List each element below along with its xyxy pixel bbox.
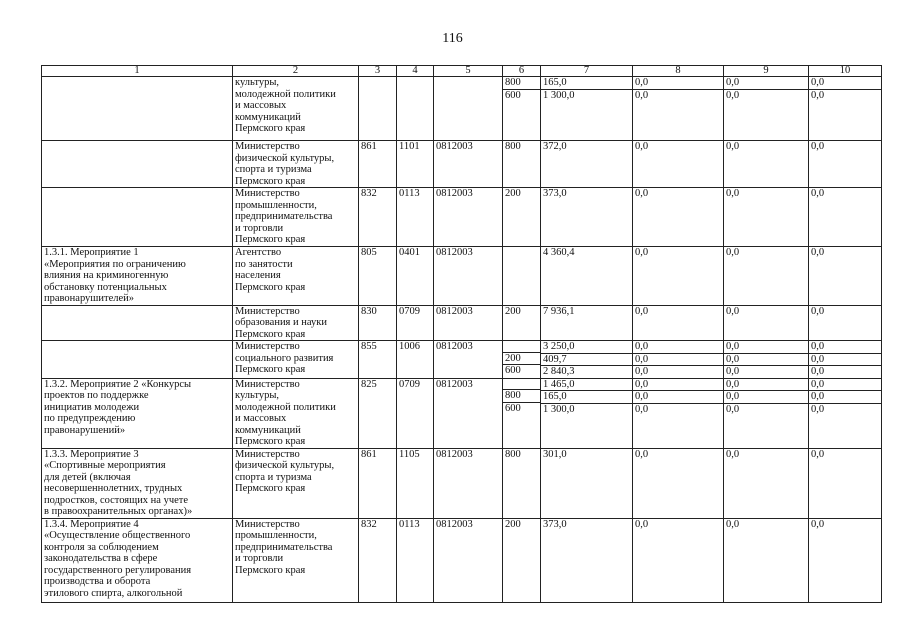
grbs-code-cell: 832 [359, 518, 397, 602]
target-article-cell: 0812003 [434, 448, 503, 518]
executor-cell [233, 305, 359, 341]
table-row [42, 305, 882, 341]
cell-line: Агентство [235, 247, 282, 258]
expense-type-cell [503, 448, 541, 518]
cell-line: 600 [503, 89, 540, 102]
section-code-cell: 0709 [397, 378, 434, 448]
activity-cell [42, 305, 233, 341]
cell-line: 0,0 [635, 77, 649, 88]
cell-line [503, 379, 540, 390]
cell-line: 0,0 [809, 365, 881, 378]
amount-col7-cell [541, 305, 633, 341]
cell-line: влияния на криминогенную [44, 270, 169, 281]
column-header-7: 7 [541, 66, 633, 77]
amount-col9-cell [724, 448, 809, 518]
cell-line: 1.3.1. Мероприятие 1 [44, 247, 139, 258]
cell-line: 0,0 [724, 390, 808, 403]
cell-line: коммуникаций [235, 111, 301, 123]
cell-line: Министерство [235, 448, 300, 460]
amount-col9-cell [724, 305, 809, 341]
cell-line: 0,0 [811, 378, 825, 390]
cell-line: 1.3.4. Мероприятие 4 [44, 518, 139, 530]
cell-line: 0,0 [809, 353, 881, 366]
cell-line: 1.3.3. Мероприятие 3 [44, 448, 139, 460]
cell-line: 0,0 [726, 141, 740, 152]
amount-col10-cell [809, 341, 882, 379]
expense-type-cell [503, 188, 541, 247]
cell-line: законодательства в сфере [44, 553, 158, 564]
target-article-cell: 0812003 [434, 378, 503, 448]
activity-cell [42, 448, 233, 518]
cell-line [503, 341, 540, 352]
cell-line: 0,0 [635, 141, 649, 152]
cell-line: государственного регулирования [44, 564, 192, 576]
activity-cell [42, 77, 233, 141]
amount-col7-cell [541, 518, 633, 602]
activity-cell [42, 141, 233, 188]
cell-line: 0,0 [724, 403, 808, 416]
cell-line: 0,0 [811, 77, 825, 88]
cell-line: 0,0 [726, 305, 740, 317]
table-row [42, 77, 882, 141]
amount-col8-cell [633, 341, 724, 379]
executor-cell [233, 141, 359, 188]
cell-line: этилового спирта, алкогольной [44, 587, 183, 599]
cell-line: населения [235, 270, 281, 281]
cell-line: 0,0 [811, 518, 825, 530]
page-number: 116 [442, 31, 463, 46]
expense-type-cell [503, 77, 541, 141]
cell-line [503, 247, 540, 258]
cell-line: 0,0 [726, 448, 740, 460]
grbs-code-cell: 855 [359, 341, 397, 379]
cell-line: Пермского края [235, 175, 306, 187]
cell-line: 0,0 [811, 341, 825, 352]
cell-line: 800 [505, 448, 521, 460]
cell-line: 0,0 [726, 518, 740, 530]
column-header-3: 3 [359, 66, 397, 77]
table-row [42, 188, 882, 247]
section-code-cell: 1105 [397, 448, 434, 518]
amount-col10-cell [809, 518, 882, 602]
cell-line: 200 [503, 352, 540, 365]
cell-line: 3 250,0 [543, 341, 575, 352]
cell-line: 2 840,3 [541, 365, 632, 378]
cell-line: Министерство [235, 518, 300, 530]
cell-line: коммуникаций [235, 424, 301, 436]
cell-line: и торговли [235, 553, 284, 564]
cell-line: 800 [505, 141, 521, 152]
cell-line: предпринимательства [235, 541, 333, 553]
cell-line: промышленности, [235, 199, 317, 211]
amount-col9-cell [724, 341, 809, 379]
cell-line: культуры, [235, 77, 279, 88]
cell-line: культуры, [235, 390, 279, 401]
amount-col9-cell [724, 378, 809, 448]
table-row [42, 518, 882, 602]
table-row [42, 141, 882, 188]
grbs-code-cell: 832 [359, 188, 397, 247]
cell-line: 0,0 [635, 305, 649, 317]
section-code-cell: 0113 [397, 188, 434, 247]
cell-line: 0,0 [633, 403, 723, 416]
grbs-code-cell: 861 [359, 448, 397, 518]
cell-line: 1 465,0 [543, 378, 575, 390]
cell-line: промышленности, [235, 530, 317, 541]
cell-line: 600 [503, 402, 540, 415]
activity-cell [42, 518, 233, 602]
amount-col9-cell [724, 188, 809, 247]
section-code-cell [397, 77, 434, 141]
cell-line: 1.3.2. Мероприятие 2 «Конкурсы [44, 378, 192, 390]
column-header-1: 1 [42, 66, 233, 77]
cell-line: 0,0 [635, 341, 649, 352]
cell-line: 800 [505, 77, 521, 88]
cell-line: 0,0 [635, 378, 649, 390]
cell-line: Пермского края [235, 281, 306, 293]
cell-line: 0,0 [811, 247, 825, 258]
grbs-code-cell: 830 [359, 305, 397, 341]
cell-line: 0,0 [726, 77, 740, 88]
amount-col7-cell [541, 448, 633, 518]
cell-line: «Спортивные мероприятия [44, 460, 166, 471]
cell-line: Министерство [235, 188, 300, 199]
cell-line: 0,0 [635, 448, 649, 460]
amount-col8-cell [633, 448, 724, 518]
section-code-cell: 0709 [397, 305, 434, 341]
cell-line: 0,0 [724, 89, 808, 102]
target-article-cell: 0812003 [434, 247, 503, 306]
target-article-cell: 0812003 [434, 188, 503, 247]
amount-col10-cell [809, 141, 882, 188]
cell-line: 0,0 [726, 378, 740, 390]
cell-line: 0,0 [724, 353, 808, 366]
cell-line: Пермского края [235, 483, 306, 494]
cell-line: спорта и туризма [235, 164, 312, 175]
cell-line: 409,7 [541, 353, 632, 366]
cell-line: 0,0 [726, 341, 740, 352]
cell-line: спорта и туризма [235, 471, 312, 483]
cell-line: 800 [503, 389, 540, 402]
column-header-4: 4 [397, 66, 434, 77]
cell-line: физической культуры, [235, 460, 335, 471]
amount-col9-cell [724, 247, 809, 306]
cell-line: Пермского края [235, 564, 306, 576]
grbs-code-cell: 805 [359, 247, 397, 306]
cell-line: контроля за соблюдением [44, 541, 159, 553]
cell-line: 372,0 [543, 141, 567, 152]
amount-col10-cell [809, 305, 882, 341]
cell-line: и массовых [235, 413, 287, 424]
cell-line: для детей (включая [44, 471, 131, 483]
cell-line: 0,0 [633, 365, 723, 378]
executor-cell [233, 378, 359, 448]
cell-line: 0,0 [726, 188, 740, 199]
amount-col8-cell [633, 141, 724, 188]
table-body [42, 66, 882, 603]
amount-col8-cell [633, 305, 724, 341]
cell-line: несовершеннолетних, трудных [44, 483, 183, 494]
executor-cell [233, 448, 359, 518]
executor-cell [233, 518, 359, 602]
amount-col9-cell [724, 518, 809, 602]
cell-line: 1 300,0 [541, 89, 632, 102]
table-row [42, 341, 882, 379]
executor-cell [233, 77, 359, 141]
amount-col8-cell [633, 518, 724, 602]
cell-line: 0,0 [635, 247, 649, 258]
cell-line: подростков, состоящих на учете [44, 494, 189, 506]
cell-line: Министерство [235, 341, 300, 352]
column-header-9: 9 [724, 66, 809, 77]
cell-line: 0,0 [811, 305, 825, 317]
amount-col8-cell [633, 77, 724, 141]
cell-line: 373,0 [543, 518, 567, 530]
amount-col10-cell [809, 77, 882, 141]
cell-line: производства и оборота [44, 576, 151, 587]
target-article-cell: 0812003 [434, 305, 503, 341]
cell-line: и торговли [235, 222, 284, 234]
cell-line: Министерство [235, 141, 300, 152]
cell-line: 0,0 [633, 89, 723, 102]
expense-type-cell [503, 305, 541, 341]
cell-line: 7 936,1 [543, 305, 575, 317]
cell-line: 0,0 [811, 141, 825, 152]
executor-cell [233, 247, 359, 306]
cell-line: правонарушителей» [44, 293, 135, 304]
cell-line: образования и науки [235, 317, 327, 328]
cell-line: 4 360,4 [543, 247, 575, 258]
amount-col7-cell [541, 141, 633, 188]
cell-line: молодежной политики [235, 88, 336, 100]
target-article-cell: 0812003 [434, 341, 503, 379]
expense-type-cell [503, 518, 541, 602]
cell-line: правонарушений» [44, 424, 126, 436]
amount-col10-cell [809, 448, 882, 518]
section-code-cell: 1006 [397, 341, 434, 379]
grbs-code-cell [359, 77, 397, 141]
cell-line: 1 300,0 [541, 403, 632, 416]
cell-line: и массовых [235, 100, 287, 111]
target-article-cell: 0812003 [434, 518, 503, 602]
cell-line: по предупреждению [44, 413, 136, 424]
cell-line: Пермского края [235, 364, 306, 375]
activity-cell [42, 247, 233, 306]
cell-line: 200 [505, 305, 521, 317]
amount-col7-cell [541, 247, 633, 306]
target-article-cell: 0812003 [434, 141, 503, 188]
amount-col7-cell [541, 341, 633, 379]
activity-cell [42, 188, 233, 247]
cell-line: 600 [503, 364, 540, 377]
amount-col9-cell [724, 141, 809, 188]
cell-line: 0,0 [724, 365, 808, 378]
cell-line: Пермского края [235, 234, 306, 245]
section-code-cell: 1101 [397, 141, 434, 188]
amount-col10-cell [809, 188, 882, 247]
cell-line: 200 [505, 518, 521, 530]
cell-line: физической культуры, [235, 152, 335, 164]
amount-col9-cell [724, 77, 809, 141]
column-header-6: 6 [503, 66, 541, 77]
cell-line: 0,0 [633, 353, 723, 366]
executor-cell [233, 188, 359, 247]
cell-line: молодежной политики [235, 401, 336, 413]
cell-line: по занятости [235, 258, 293, 270]
amount-col10-cell [809, 378, 882, 448]
cell-line: «Осуществление общественного [44, 530, 191, 541]
cell-line: Министерство [235, 378, 300, 390]
cell-line: 200 [505, 188, 521, 199]
cell-line: 373,0 [543, 188, 567, 199]
amount-col10-cell [809, 247, 882, 306]
cell-line: в правоохранительных органах)» [44, 506, 193, 517]
column-header-8: 8 [633, 66, 724, 77]
activity-cell [42, 378, 233, 448]
amount-col8-cell [633, 378, 724, 448]
cell-line: проектов по поддержке [44, 390, 149, 401]
cell-line: «Мероприятия по ограничению [44, 258, 186, 270]
cell-line: Пермского края [235, 123, 306, 134]
grbs-code-cell: 861 [359, 141, 397, 188]
amount-col8-cell [633, 247, 724, 306]
cell-line: 0,0 [635, 188, 649, 199]
cell-line: 301,0 [543, 448, 567, 460]
table-row [42, 448, 882, 518]
table-row [42, 247, 882, 306]
cell-line: предпринимательства [235, 211, 333, 222]
amount-col8-cell [633, 188, 724, 247]
column-header-2: 2 [233, 66, 359, 77]
cell-line: инициатив молодежи [44, 401, 140, 413]
section-code-cell: 0401 [397, 247, 434, 306]
cell-line: 0,0 [635, 518, 649, 530]
cell-line: социального развития [235, 352, 334, 364]
cell-line: Министерство [235, 305, 300, 317]
expense-type-cell [503, 141, 541, 188]
expense-type-cell [503, 247, 541, 306]
grbs-code-cell: 825 [359, 378, 397, 448]
cell-line: Пермского края [235, 436, 306, 447]
amount-col7-cell [541, 77, 633, 141]
cell-line: обстановку потенциальных [44, 281, 167, 293]
cell-line: 0,0 [809, 403, 881, 416]
cell-line: 0,0 [811, 188, 825, 199]
budget-table [41, 65, 882, 603]
target-article-cell [434, 77, 503, 141]
column-header-5: 5 [434, 66, 503, 77]
section-code-cell: 0113 [397, 518, 434, 602]
table-header-row [42, 66, 882, 77]
cell-line: 165,0 [541, 390, 632, 403]
amount-col7-cell [541, 188, 633, 247]
cell-line: Пермского края [235, 328, 306, 340]
amount-col7-cell [541, 378, 633, 448]
expense-type-cell [503, 378, 541, 448]
cell-line: 0,0 [811, 448, 825, 460]
activity-cell [42, 341, 233, 379]
expense-type-cell [503, 341, 541, 379]
table-row [42, 378, 882, 448]
cell-line: 0,0 [633, 390, 723, 403]
cell-line: 0,0 [726, 247, 740, 258]
executor-cell [233, 341, 359, 379]
cell-line: 165,0 [543, 77, 567, 88]
column-header-10: 10 [809, 66, 882, 77]
cell-line: 0,0 [809, 89, 881, 102]
cell-line: 0,0 [809, 390, 881, 403]
